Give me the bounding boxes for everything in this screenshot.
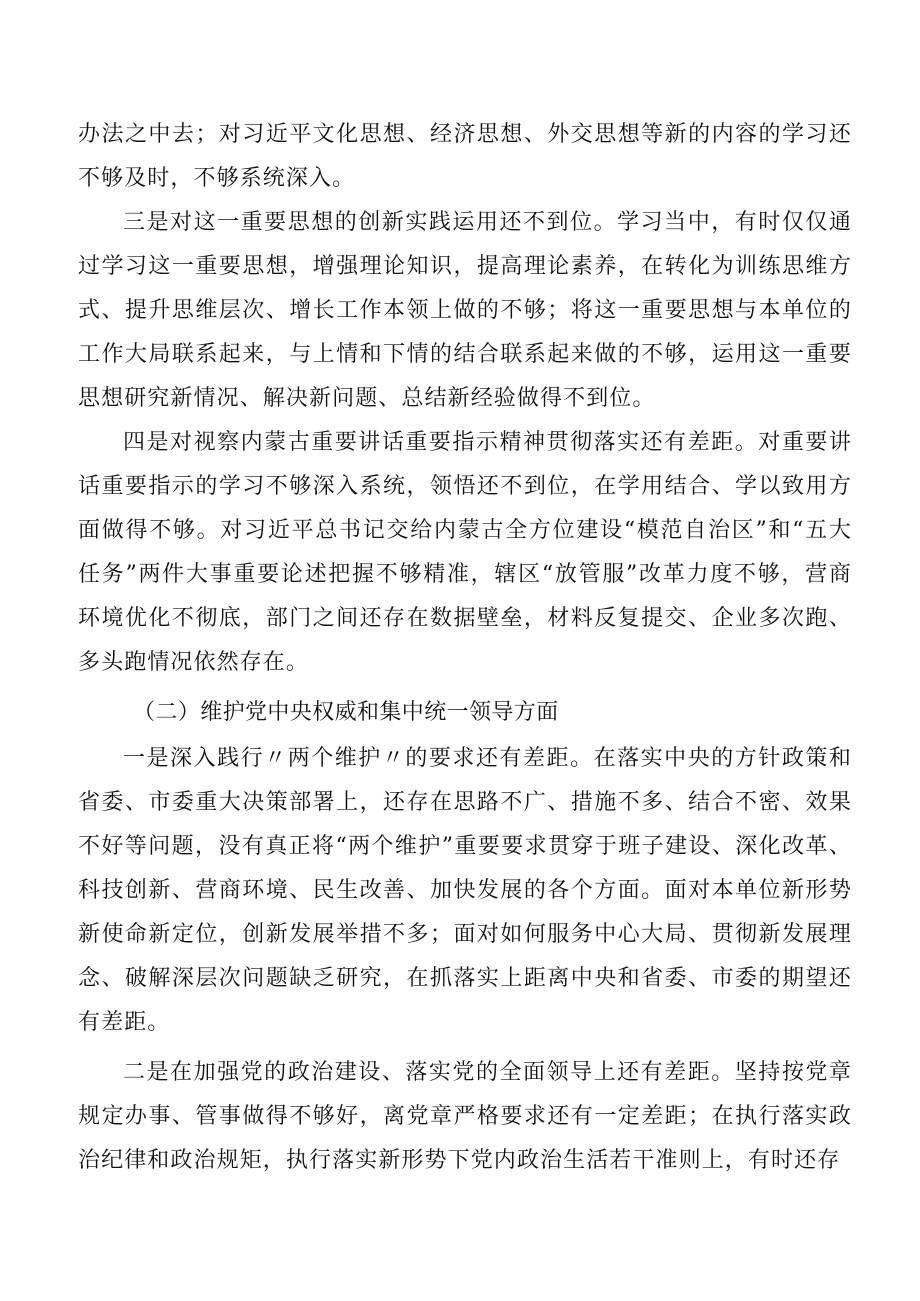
- section-heading: （二）维护党中央权威和集中统一领导方面: [133, 700, 559, 725]
- paragraph-point-four: 四是对视察内蒙古重要讲话重要指示精神贯彻落实还有差距。对重要讲话重要指示的学习不够深入系统，领悟还不到位，在学用结合、学以致用方面做得不够。对习近平总书记交给内蒙古全方位建设“模范自治区”和“五大任务”两件大事重要论述把握不够精准，辖区“放管服”改革力度不够，营商环境优化不彻底，部门之间还存在数据壁垒，材料反复提交、企业多次跑、多头跑情况依然存在。: [78, 430, 852, 675]
- paragraph-continuation: 办法之中去；对习近平文化思想、经济思想、外交思想等新的内容的学习还不够及时，不够系统深入。: [78, 122, 852, 191]
- paragraph-point-one: 一是深入践行〃两个维护〃的要求还有差距。在落实中央的方针政策和省委、市委重大决策部署上，还存在思路不广、措施不多、结合不密、效果不好等问题，没有真正将“两个维护”重要要求贯穿于班子建设、深化改革、科技创新、营商环境、民生改善、加快发展的各个方面。面对本单位新形势新使命新定位，创新发展举措不多；面对如何服务中心大局、贯彻新发展理念、破解深层次问题缺乏研究，在抓落实上距离中央和省委、市委的期望还有差距。: [78, 746, 852, 1035]
- document-body: [78, 113, 852, 1183]
- paragraph-point-two: 二是在加强党的政治建设、落实党的全面领导上还有差距。坚持按党章规定办事、管事做得不够好，离党章严格要求还有一定差距；在执行落实政治纪律和政治规矩，执行落实新形势下党内政治生活若干准则上，有时还存: [78, 1060, 852, 1173]
- paragraph-point-three: 三是对这一重要思想的创新实践运用还不到位。学习当中，有时仅仅通过学习这一重要思想，增强理论知识，提高理论素养，在转化为训练思维方式、提升思维层次、增长工作本领上做的不够；将这一重要思想与本单位的工作大局联系起来，与上情和下情的结合联系起来做的不够，运用这一重要思想研究新情况、解决新问题、总结新经验做得不到位。: [78, 210, 852, 411]
